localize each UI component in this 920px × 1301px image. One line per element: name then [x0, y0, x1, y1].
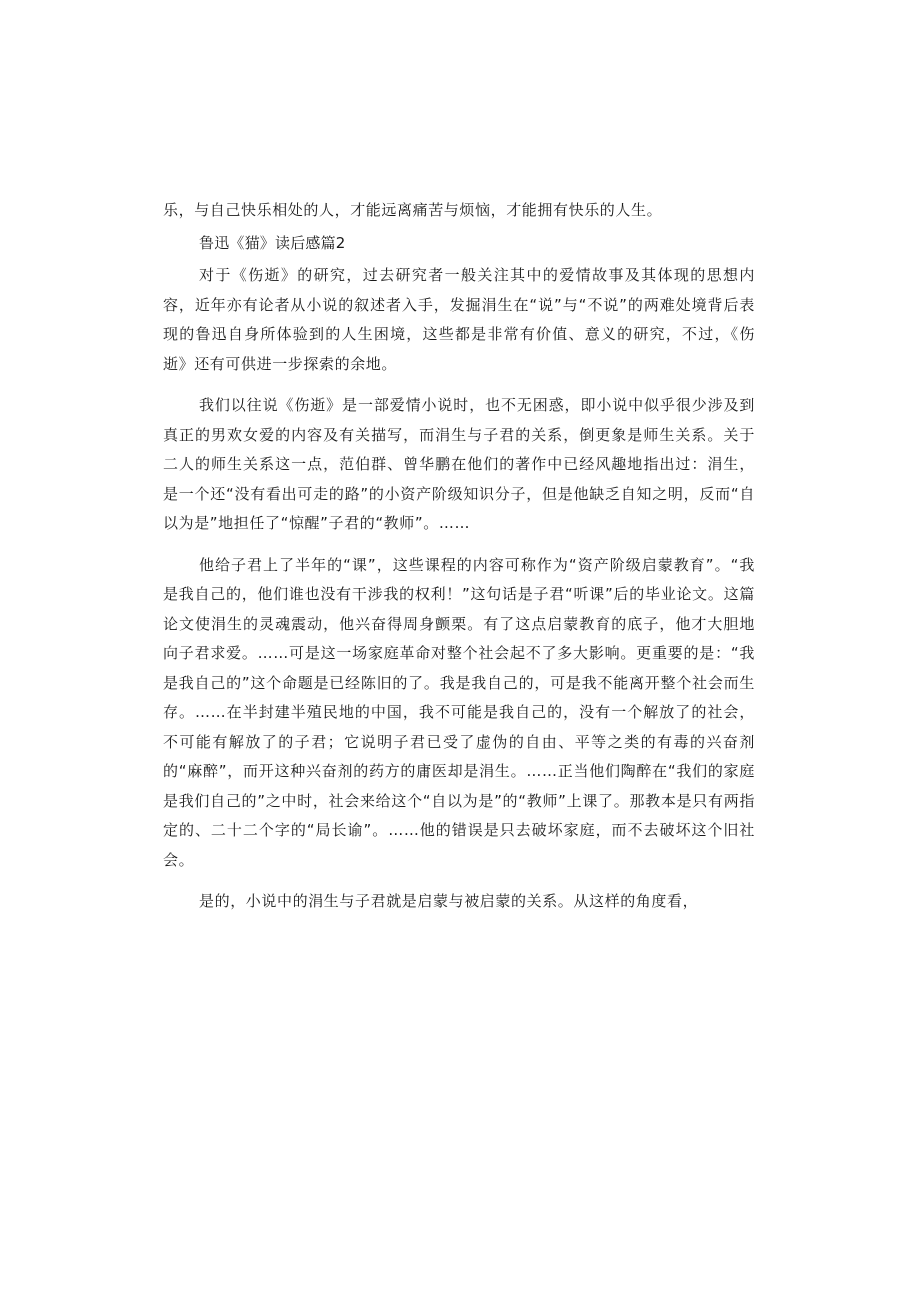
paragraph: 对于《伤逝》的研究，过去研究者一般关注其中的爱情故事及其体现的思想内容，近年亦有论者从小说的叙述者入手，发掘涓生在“说”与“不说”的两难处境背后表现的鲁迅自身所体验到的人生困境，这些都是非常有价值、意义的研究，不过，《伤逝》还有可供进一步探索的余地。	[163, 266, 755, 373]
continuation-line: 乐，与自己快乐相处的人，才能远离痛苦与烦恼，才能拥有快乐的人生。	[163, 201, 663, 219]
paragraph: 我们以往说《伤逝》是一部爱情小说时，也不无困惑，即小说中似乎很少涉及到真正的男欢女爱的内容及有关描写，而涓生与子君的关系，倒更象是师生关系。关于二人的师生关系这一点，范伯群、曾华鹏在他们的著作中已经风趣地指出过：涓生，是一个还“没有看出可走的路”的小资产阶级知识分子，但是他缺乏自知之明，反而“自以为是”地担任了“惊醒”子君的“教师”。……	[163, 396, 755, 532]
section-title: 鲁迅《猫》读后感篇2	[199, 233, 346, 252]
document-body	[163, 196, 755, 929]
paragraph: 是的，小说中的涓生与子君就是启蒙与被启蒙的关系。从这样的角度看，	[199, 892, 699, 910]
paragraph: 他给子君上了半年的“课”，这些课程的内容可称作为“资产阶级启蒙教育”。“我是我自己的，他们谁也没有干涉我的权利！”这句话是子君“听课”后的毕业论文。这篇论文使涓生的灵魂震动，他兴奋得周身颤栗。有了这点启蒙教育的底子，他才大胆地向子君求爱。……可是这一场家庭革命对整个社会起不了多大影响。更重要的是：“我是我自己的”这个命题是已经陈旧的了。我是我自己的，可是我不能离开整个社会而生存。……在半封建半殖民地的中国，我不可能是我自己的，没有一个解放了的社会，不可能有解放了的子君；它说明子君已受了虚伪的自由、平等之类的有毒的兴奋剂的“麻醉”，而开这种兴奋剂的药方的庸医却是涓生。……正当他们陶醉在“我们的家庭是我们自己的”之中时，社会来给这个“自以为是”的“教师”上课了。那教本是只有两指定的、二十二个字的“局长谕”。……他的错误是只去破坏家庭，而不去破坏这个旧社会。	[163, 555, 755, 869]
